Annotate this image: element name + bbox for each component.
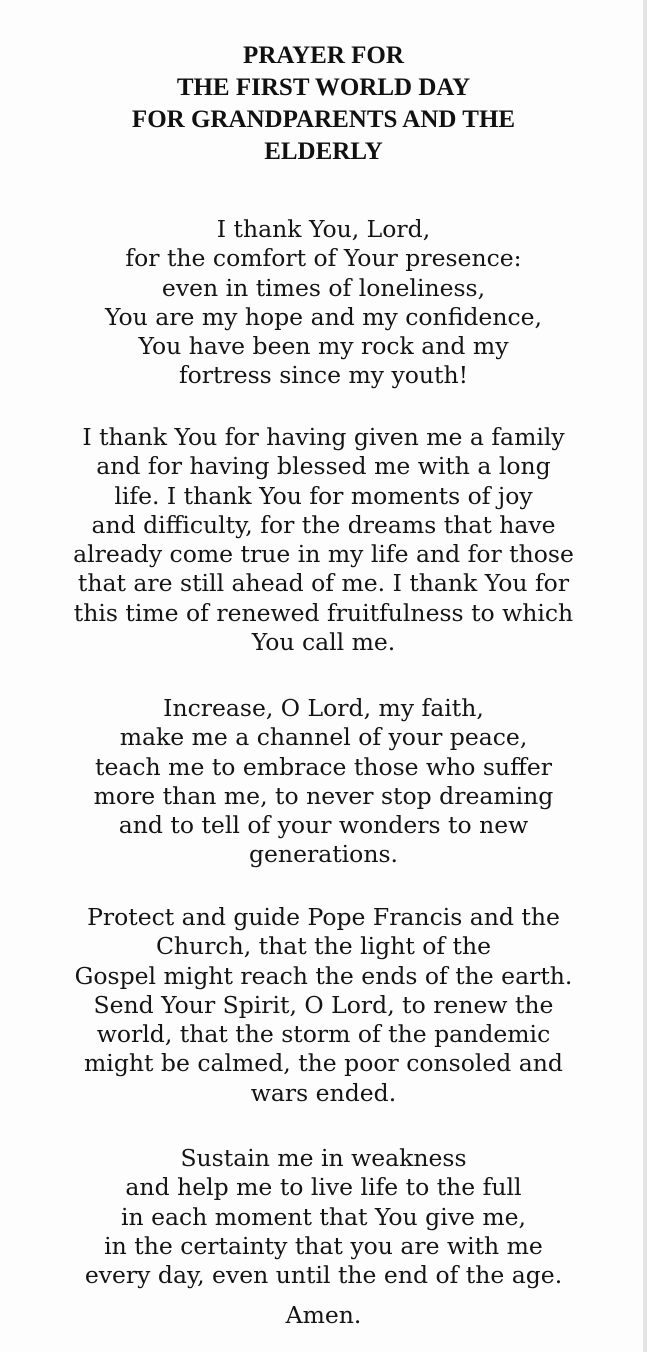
title-line: THE FIRST WORLD DAY — [176, 74, 471, 101]
stanza-line: You call me. — [251, 628, 396, 657]
stanza-line: I thank You, Lord, — [216, 215, 431, 243]
stanza-line: Sustain me in weakness — [180, 1144, 467, 1172]
stanza-line: and for having blessed me with a long — [96, 452, 551, 481]
stanza-line: Gospel might reach the ends of the earth. — [74, 961, 573, 990]
stanza-line: teach me to embrace those who suffer — [95, 752, 552, 781]
stanza-line: life. I thank You for moments of joy — [114, 481, 533, 510]
title-line: ELDERLY — [264, 138, 383, 165]
stanza-protect-guide — [0, 903, 647, 1108]
stanza-line: might be calmed, the poor consoled and — [84, 1049, 563, 1078]
title-line: PRAYER FOR — [243, 42, 404, 69]
stanza-line: already come true in my life and for those — [73, 540, 574, 569]
stanza-thanksgiving-family — [0, 423, 647, 657]
closing-amen: Amen. — [285, 1301, 362, 1329]
stanza-line: and difficulty, for the dreams that have — [91, 510, 556, 539]
stanza-line: more than me, to never stop dreaming — [93, 781, 554, 810]
stanza-line: Send Your Spirit, O Lord, to renew the — [93, 990, 554, 1019]
stanza-line: this time of renewed fruitfulness to which — [73, 598, 574, 627]
stanza-line: and to tell of your wonders to new — [118, 811, 529, 840]
stanza-line: You are my hope and my confidence, — [104, 302, 542, 331]
stanza-line: generations. — [248, 840, 398, 869]
stanza-increase-faith — [0, 694, 647, 870]
stanza-line: Church, that the light of the — [155, 932, 492, 961]
stanza-line: for the comfort of Your presence: — [125, 244, 522, 273]
stanza-sustain — [0, 1144, 647, 1290]
stanza-line: fortress since my youth! — [178, 361, 469, 390]
stanza-line: that are still ahead of me. I thank You for — [77, 569, 570, 598]
stanza-line: in the certainty that you are with me — [104, 1231, 543, 1260]
stanza-line: wars ended. — [250, 1078, 397, 1107]
stanza-line: world, that the storm of the pandemic — [96, 1020, 551, 1049]
stanza-line: Increase, O Lord, my faith, — [163, 694, 484, 722]
stanza-line: and help me to live life to the full — [125, 1173, 522, 1202]
stanza-thanksgiving-presence — [0, 215, 647, 391]
stanza-line: even in times of loneliness, — [161, 273, 486, 302]
title-line: FOR GRANDPARENTS AND THE — [131, 106, 516, 133]
prayer-title — [0, 40, 647, 168]
stanza-line: every day, even until the end of the age. — [84, 1261, 563, 1290]
stanza-line: You have been my rock and my — [138, 332, 509, 361]
stanza-line: make me a channel of your peace, — [119, 723, 528, 752]
stanza-line: Protect and guide Pope Francis and the — [87, 903, 560, 931]
stanza-line: in each moment that You give me, — [120, 1202, 527, 1231]
stanza-line: I thank You for having given me a family — [82, 423, 565, 451]
